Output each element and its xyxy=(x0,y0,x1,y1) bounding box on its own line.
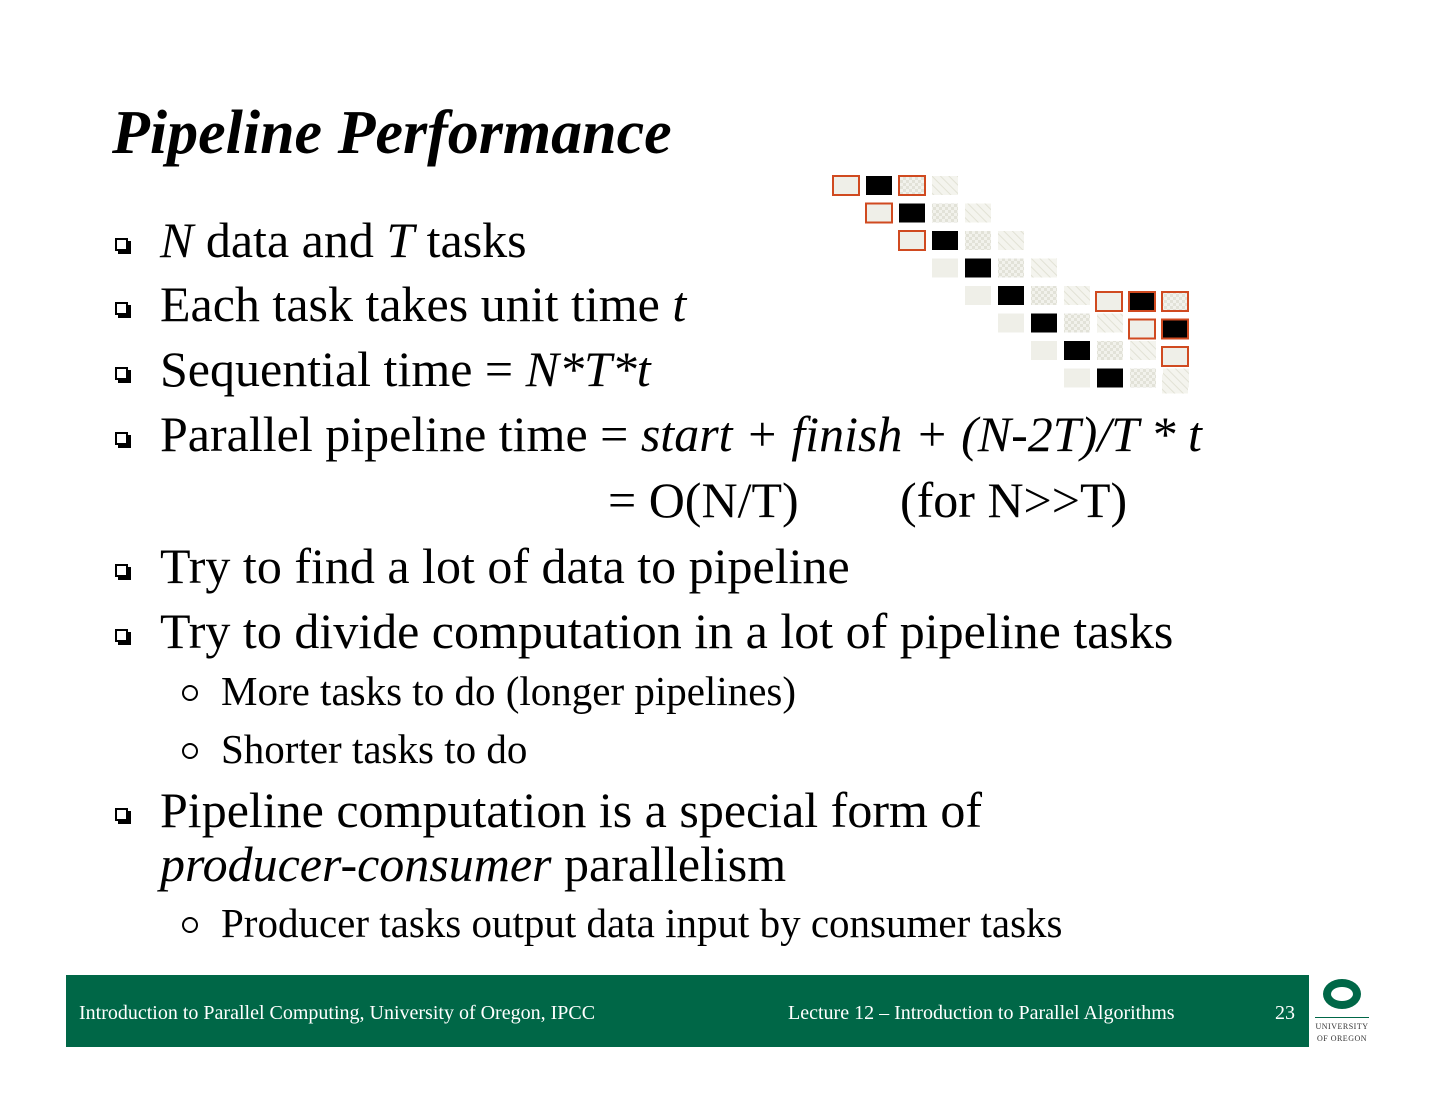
logo-text-university: UNIVERSITY xyxy=(1315,1022,1369,1031)
pipeline-cell xyxy=(1097,369,1123,388)
pipeline-cell xyxy=(998,286,1024,305)
footer-course: Introduction to Parallel Computing, University of Oregon, IPCC xyxy=(79,1002,596,1024)
pipeline-cell xyxy=(932,176,958,195)
bullet-text-run: tasks xyxy=(414,212,527,268)
pipeline-cell xyxy=(965,286,991,305)
pipeline-cell xyxy=(866,176,892,195)
pipeline-cell xyxy=(1096,292,1122,311)
pipeline-cell xyxy=(965,231,991,250)
bullet-text-italic: t xyxy=(672,276,687,332)
bullet-text xyxy=(160,406,1202,462)
bullet-text-run: Each task takes unit time xyxy=(160,276,673,332)
pipeline-cell xyxy=(1129,320,1155,339)
bullet-text-italic: T xyxy=(386,212,415,268)
pipeline-cell xyxy=(1064,341,1090,360)
bullet-text-run: Parallel pipeline time = xyxy=(160,406,641,462)
pipeline-cell xyxy=(1162,375,1188,394)
pipeline-cell xyxy=(998,314,1024,333)
bullet-text xyxy=(160,212,527,268)
bullet-text xyxy=(160,341,651,397)
pipeline-cell xyxy=(998,231,1024,250)
sub-bullet-circle-icon xyxy=(182,743,198,759)
footer-bar xyxy=(66,975,1309,1047)
pipeline-cell xyxy=(1097,341,1123,360)
pipeline-cell xyxy=(932,204,958,223)
pipeline-cell xyxy=(899,176,925,195)
footer-lecture: Lecture 12 – Introduction to Parallel Algorithms xyxy=(788,1002,1175,1024)
footer-page-number: 23 xyxy=(1275,1002,1295,1024)
bullet-text xyxy=(160,603,1173,659)
bullet-text-italic: start + finish + (N-2T)/T * t xyxy=(640,406,1202,462)
pipeline-cell xyxy=(1129,292,1155,311)
formula-condition: (for N>>T) xyxy=(900,472,1128,528)
pipeline-cell xyxy=(1064,286,1090,305)
bullet-text-run: Try to divide computation in a lot of pipeline tasks xyxy=(160,603,1174,659)
pipeline-cell xyxy=(833,176,859,195)
pipeline-cell xyxy=(932,231,958,250)
bullet-text xyxy=(160,836,786,892)
university-logo xyxy=(1313,977,1375,1047)
pipeline-cell xyxy=(1097,314,1123,333)
pipeline-cell xyxy=(899,231,925,250)
pipeline-cell xyxy=(1130,341,1156,360)
sub-bullet-text: Producer tasks output data input by consumer tasks xyxy=(221,900,1063,946)
bullet-text xyxy=(160,276,686,332)
bullet-text-italic: producer-consumer xyxy=(160,836,552,892)
pipeline-cell xyxy=(1031,259,1057,278)
bullet-square-icon xyxy=(115,432,131,448)
bullet-text-italic: N xyxy=(160,212,194,268)
logo-text-of-oregon: OF OREGON xyxy=(1316,1034,1368,1043)
pipeline-cell xyxy=(1031,314,1057,333)
bullet-text-run: Pipeline computation is a special form of xyxy=(160,782,983,838)
pipeline-cell xyxy=(1064,369,1090,388)
pipeline-cell xyxy=(1162,292,1188,311)
bullet-square-icon xyxy=(115,564,131,580)
bullet-square-icon xyxy=(115,808,131,824)
bullet-square-icon xyxy=(115,629,131,645)
pipeline-cell xyxy=(1031,341,1057,360)
sub-bullet-circle-icon xyxy=(182,685,198,701)
pipeline-cell xyxy=(1031,286,1057,305)
bullet-text xyxy=(160,782,982,838)
bullet-text-run: Sequential time = xyxy=(160,341,526,397)
bullet-square-icon xyxy=(115,238,131,254)
bullet-text-italic: N*T*t xyxy=(525,341,651,397)
pipeline-cell xyxy=(899,204,925,223)
pipeline-cell xyxy=(1130,369,1156,388)
bullet-text xyxy=(160,538,850,594)
formula-big-o: = O(N/T) xyxy=(608,472,799,528)
pipeline-cell xyxy=(965,259,991,278)
pipeline-cell xyxy=(866,204,892,223)
sub-bullet-circle-icon xyxy=(182,917,198,933)
bullet-text-run: Try to find a lot of data to pipeline xyxy=(160,538,850,594)
pipeline-cell xyxy=(965,204,991,223)
pipeline-cell xyxy=(932,259,958,278)
pipeline-cell xyxy=(1162,320,1188,339)
bullet-square-icon xyxy=(115,302,131,318)
bullet-text-run: parallelism xyxy=(551,836,787,892)
sub-bullet-text: Shorter tasks to do xyxy=(221,726,528,772)
sub-bullet-text: More tasks to do (longer pipelines) xyxy=(221,668,797,714)
bullet-text-run: data and xyxy=(193,212,387,268)
pipeline-cell xyxy=(1162,347,1188,366)
slide-title: Pipeline Performance xyxy=(112,99,672,167)
bullet-square-icon xyxy=(115,367,131,383)
logo-o-icon xyxy=(1323,979,1361,1009)
pipeline-cell xyxy=(1064,314,1090,333)
pipeline-cell xyxy=(998,259,1024,278)
